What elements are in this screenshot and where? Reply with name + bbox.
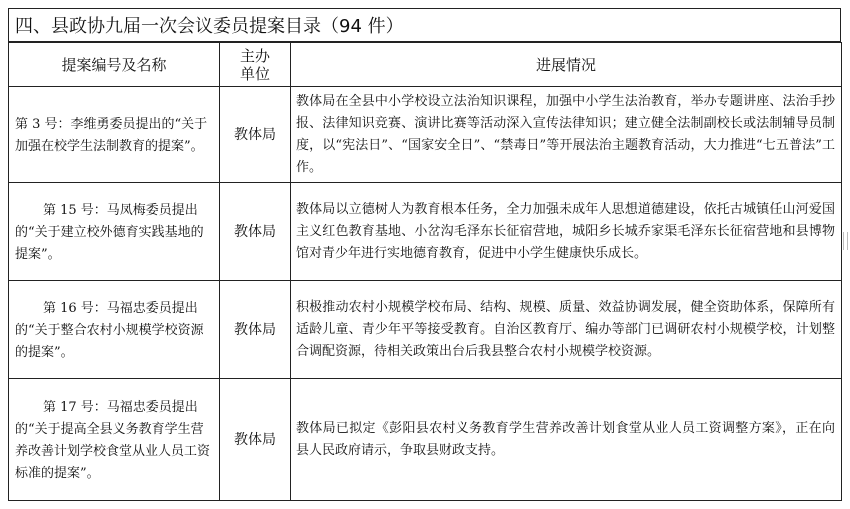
proposal-name: 第 3 号：李维勇委员提出的“关于加强在校学生法制教育的提案”。 <box>9 87 220 183</box>
host-unit: 教体局 <box>220 183 291 281</box>
host-unit: 教体局 <box>220 281 291 379</box>
header-host-unit: 主办单位 <box>220 43 291 87</box>
progress-text: 教体局以立德树人为教育根本任务，全力加强未成年人思想道德建设，依托古城镇任山河爱国主义红色教育基地、小岔沟毛泽东长征宿营地，城阳乡长城乔家渠毛泽东长征宿营地和县博物馆对青少年进行实地德育教育，促进中小学生健康快乐成长。 <box>291 183 842 281</box>
scroll-edge-marker <box>843 232 848 250</box>
progress-text: 积极推动农村小规模学校布局、结构、规模、质量、效益协调发展，健全资助体系，保障所有适龄儿童、青少年平等接受教育。自治区教育厅、编办等部门已调研农村小规模学校，计划整合调配资源，待相关政策出台后我县整合农村小规模学校资源。 <box>291 281 842 379</box>
table-row <box>9 379 842 501</box>
table-row <box>9 281 842 379</box>
proposal-name: 第 17 号：马福忠委员提出的“关于提高全县义务教育学生营养改善计划学校食堂从业人员工资标准的提案”。 <box>9 379 220 501</box>
table-row <box>9 183 842 281</box>
progress-text: 教体局已拟定《彭阳县农村义务教育学生营养改善计划食堂从业人员工资调整方案》，正在向县人民政府请示，争取县财政支持。 <box>291 379 842 501</box>
host-unit: 教体局 <box>220 379 291 501</box>
host-unit: 教体局 <box>220 87 291 183</box>
table-row <box>9 87 842 183</box>
proposal-name: 第 15 号：马凤梅委员提出的“关于建立校外德育实践基地的提案”。 <box>9 183 220 281</box>
section-title: 四、县政协九届一次会议委员提案目录（94 件） <box>8 8 841 42</box>
proposal-name: 第 16 号：马福忠委员提出的“关于整合农村小规模学校资源的提案”。 <box>9 281 220 379</box>
header-proposal-name: 提案编号及名称 <box>9 43 220 87</box>
progress-text: 教体局在全县中小学校设立法治知识课程，加强中小学生法治教育，举办专题讲座、法治手抄报、法律知识竞赛、演讲比赛等活动深入宣传法律知识；建立健全法制副校长或法制辅导员制度，以“宪法日”、“国家安全日”、“禁毒日”等开展法治主题教育活动，大力推进“七五普法”工作。 <box>291 87 842 183</box>
header-progress: 进展情况 <box>291 43 842 87</box>
table-header-row <box>9 43 842 87</box>
proposal-table <box>8 42 842 501</box>
